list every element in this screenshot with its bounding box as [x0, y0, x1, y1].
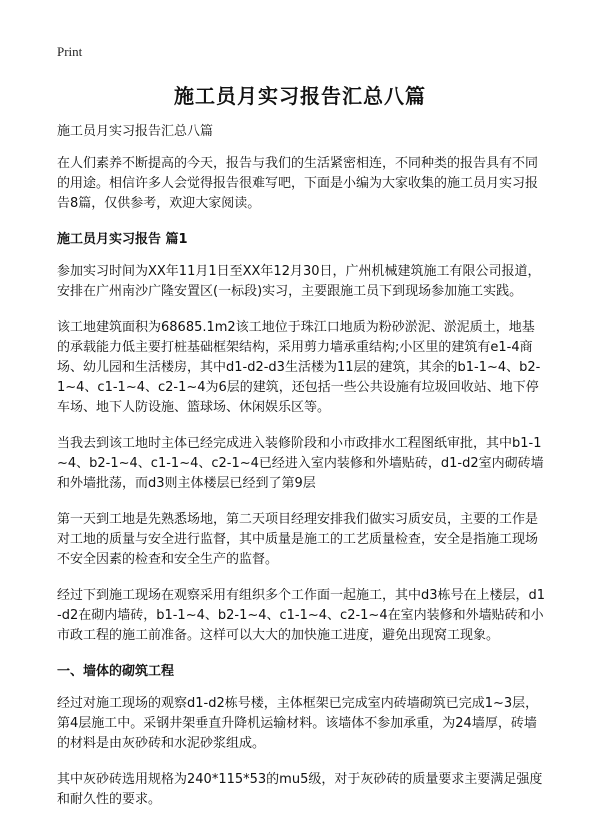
intro-paragraph: 在人们素养不断提高的今天，报告与我们的生活紧密相连，不同种类的报告具有不同的用途。相信许多人会觉得报告很难写吧，下面是小编为大家收集的施工员月实习报告8篇，仅供参考，欢迎大家阅读。 — [57, 156, 539, 211]
article-subtitle: 施工员月实习报告汇总八篇 — [57, 124, 214, 139]
paragraph-2: 该工地建筑面积为68685.1m2该工地位于珠江口地质为粉砂淤泥、淤泥质土，地基的承载能力低主要打桩基础框架结构，采用剪力墙承重结构;小区里的建筑有e1-4商场、幼儿园和生活楼房，其中d1-d2-d3生活楼为11层的建筑，其余的b1-1~4、b2-1~4、c1-1~4、c2-1~4为6层的建筑，还包括一些公共设施有垃圾回收站、地下停车场、地下人防设施、篮球场、休闲娱乐区等。 — [57, 320, 541, 415]
print-link[interactable]: Print — [57, 44, 83, 59]
paragraph-3: 当我去到该工地时主体已经完成进入装修阶段和小市政排水工程图纸审批，其中b1-1~4、b2-1~4、c1-1~4、c2-1~4已经进入室内装修和外墙贴砖，d1-d2室内砌砖墙和外墙批荡，而d3则主体楼层已经到了第9层 — [57, 436, 544, 491]
paragraph-1: 参加实习时间为XX年11月1日至XX年12月30日，广州机械建筑施工有限公司报道，安排在广州南沙广隆安置区(一标段)实习，主要跟施工员下到现场参加施工实践。 — [57, 264, 541, 299]
section-heading-1: 施工员月实习报告 篇1 — [57, 232, 188, 247]
paragraph-7: 其中灰砂砖选用规格为240*115*53的mu5级，对于灰砂砖的质量要求主要满足强度和耐久性的要求。 — [57, 772, 543, 807]
document-title: 施工员月实习报告汇总八篇 — [174, 84, 426, 108]
section-heading-2: 一、墙体的砌筑工程 — [57, 664, 175, 679]
paragraph-5: 经过下到施工现场在观察采用有组织多个工作面一起施工，其中d3栋号在上楼层，d1-d2在砌内墙砖，b1-1~4、b2-1~4、c1-1~4、c2-1~4在室内装修和外墙贴砖和小市政工程的施工前准备。这样可以大大的加快施工进度，避免出现窝工现象。 — [57, 588, 546, 643]
paragraph-4: 第一天到工地是先熟悉场地，第二天项目经理安排我们做实习质安员，主要的工作是对工地的质量与安全进行监督，其中质量是施工的工艺质量检查，安全是指施工现场不安全因素的检查和安全生产的监督。 — [57, 512, 539, 567]
paragraph-6: 经过对施工现场的观察d1-d2栋号楼，主体框架已完成室内砖墙砌筑已完成1~3层，第4层施工中。采钢井架垂直升降机运输材料。该墙体不参加承重，为24墙厚，砖墙的材料是由灰砂砖和水泥砂浆组成。 — [57, 696, 539, 751]
article-body — [57, 122, 547, 826]
